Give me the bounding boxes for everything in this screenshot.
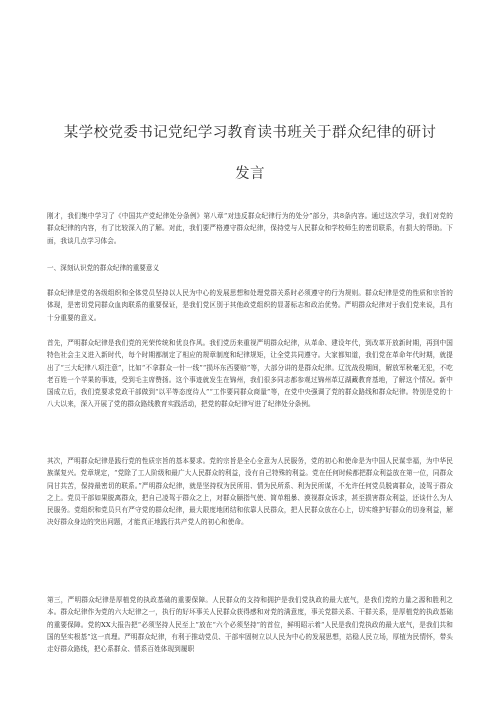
document-title-line1: 某学校党委书记党纪学习教育读书班关于群众纪律的研讨 bbox=[63, 125, 437, 141]
paragraph-third: 第三，严明群众纪律是厚植党的执政基础的重要保障。人民群众的支持和拥护是我们党执政的最大底气，是我们党的力量之源和胜利之本。群众纪律作为党的六大纪律之一，执行的好坏事关人民群众获得感和对党的满意度，事关党群关系、干群关系，是厚植党的执政基础的重要保障。党的XX大报告把“必须坚持人民至上”放在“六个必须坚持”的首位，鲜明昭示着“人民是我们党执政的最大底气，是我们共和国的坚实根基”这一真理。严明群众纪律，有利于推动党员、干部牢固树立以人民为中心的发展思想，站稳人民立场，厚植为民情怀，带头走好群众路线，把心系群众、情系百姓体现到履职 bbox=[47, 596, 453, 654]
paragraph-first: 首先，严明群众纪律是我们党的光荣传统和优良作风。我们党历来重视严明群众纪律，从革命、建设年代，到改革开放新时期，再到中国特色社会主义进入新时代，每个时期都制定了相应的规章制度和纪律规矩，让全党共同遵守。大家都知道，我们党在革命年代时期，就提出了“三大纪律八项注意”，比如“不拿群众一针一线”“损坏东西要赔”等，大部分讲的是群众纪律。辽沈战役期间，解放军秋毫无犯，不吃老百姓一个苹果的事迹，受到毛主席赞扬。这个事迹就发生在锦州，我们很多同志都参观过锦州革辽湖藏教育基地，了解这个情况。新中国成立后，我们党要求党政干部做到“以平等态度待人”“工作要同群众商量”等，在党中央强调了党的群众路线和群众纪律。特别是党的十八大以来，深入开展了党的群众路线教育实践活动，把党的群众纪律写进了纪律处分条例。 bbox=[47, 339, 453, 409]
intro-paragraph: 刚才，我们集中学习了《中国共产党纪律处分条例》第八章“对违反群众纪律行为的处分”部分，共8条内容。通过这次学习，我们对党的群众纪律的内容，有了比较深入的了解。对此，我们要严格遵守群众纪律，保持党与人民群众和学校师生的密切联系，有损大的帮助。下面，我谈几点学习体会。 bbox=[47, 212, 453, 245]
paragraph-second: 其次，严明群众纪律是践行党的性质宗旨的基本要求。党的宗旨是全心全意为人民服务，党的初心和使命是为中国人民谋幸福，为中华民族谋复兴。党章规定，“党除了工人阶级和最广大人民群众的利益，没有自己特殊的利益。党在任何时候都把群众利益放在第一位，同群众同甘共苦，保持最密切的联系。”严明群众纪律，就是坚持权为民所用、情为民所系、利为民所谋，不允许任何党员脱离群众，凌驾于群众之上。党员干部如果脱离群众，把自己凌驾于群众之上，对群众颐指气使、简单粗暴、漠视群众诉求，甚至损害群众利益，还谈什么为人民服务。党组织和党员只有严守党的群众纪律，最大限度地团结和依靠人民群众，把人民群众放在心上，切实维护好群众的切身利益，解决好群众身边的突出问题，才能真正地践行共产党人的初心和使命。 bbox=[47, 457, 453, 527]
section-heading: 一、深刻认识党的群众纪律的重要意义 bbox=[47, 264, 160, 272]
paragraph-definition: 群众纪律是党的各级组织和全体党员坚持以人民为中心的发展思想和处理党群关系时必须遵守的行为规则。群众纪律是党的性质和宗旨的体现，是密切党同群众血肉联系的重要保证，是我们党区别于其他政党组织的显著标志和政治优势。严明群众纪律对于我们党来说，具有十分重要的意义。 bbox=[47, 289, 453, 322]
document-title-line2: 发言 bbox=[235, 166, 265, 182]
